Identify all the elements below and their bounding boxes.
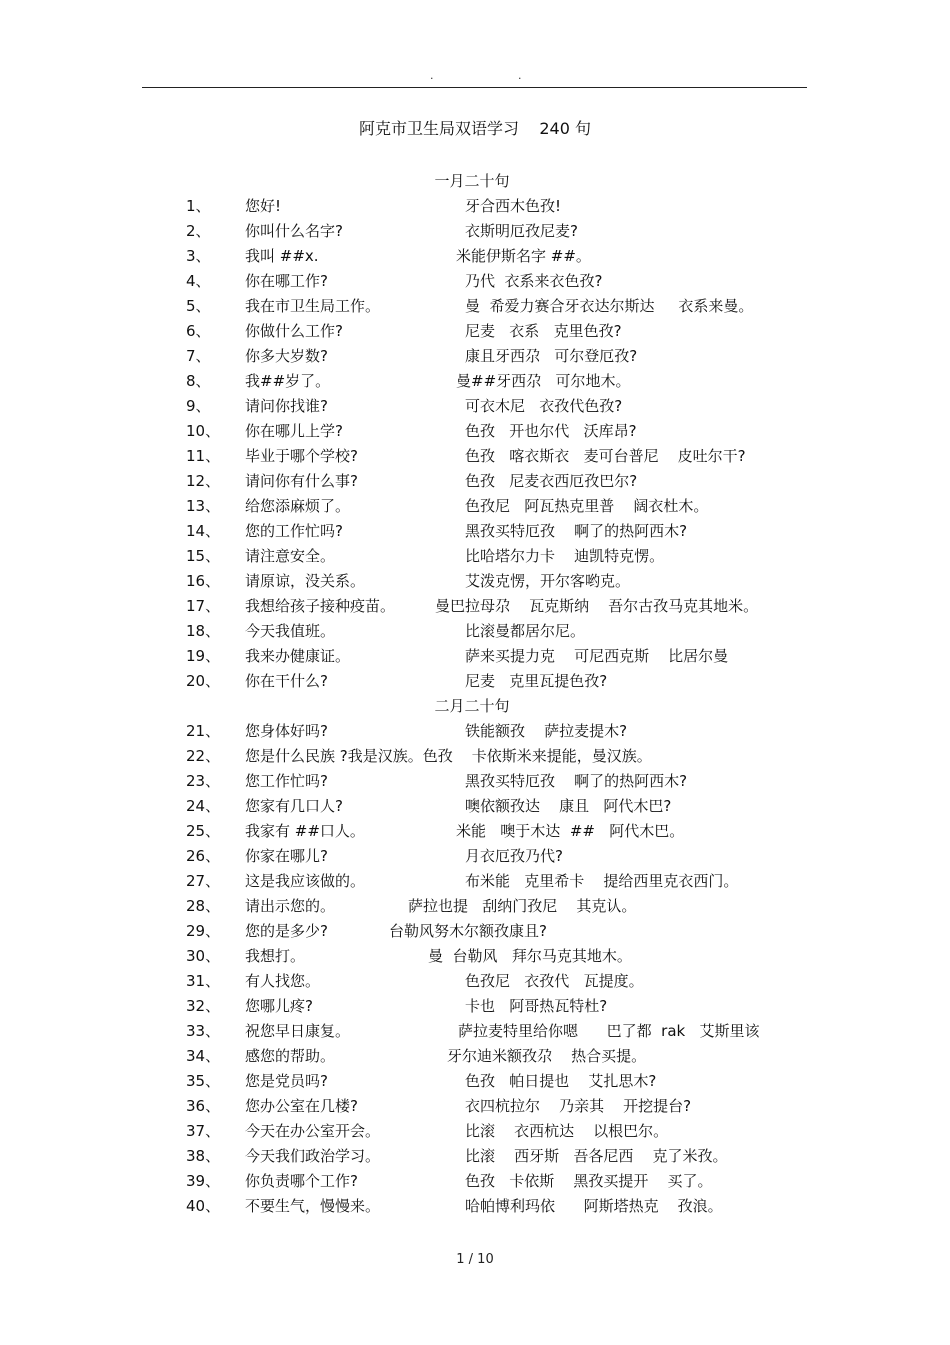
- sentence-chinese: 今天在办公室开会。: [245, 1122, 381, 1140]
- sentence-row: [0, 995, 950, 1020]
- sentence-row: [0, 920, 950, 945]
- sentence-number: 33、: [186, 1022, 221, 1040]
- sentence-row: [0, 1020, 950, 1045]
- sentence-chinese: 毕业于哪个学校?: [245, 447, 358, 465]
- sentence-transliteration: 萨来买提力克 可尼西克斯 比居尔曼: [465, 647, 729, 665]
- sentence-chinese: 您办公室在几楼?: [245, 1097, 358, 1115]
- sentence-row: [0, 470, 950, 495]
- section-title: 二月二十句: [434, 697, 510, 715]
- sentence-number: 22、: [186, 747, 221, 765]
- sentence-number: 36、: [186, 1097, 221, 1115]
- sentence-row: [0, 795, 950, 820]
- sentence-row: [0, 895, 950, 920]
- sentence-transliteration: 铁能额孜 萨拉麦提木?: [465, 722, 628, 740]
- sentence-chinese: 我来办健康证。: [245, 647, 351, 665]
- sentence-row: [0, 270, 950, 295]
- sentence-number: 14、: [186, 522, 221, 540]
- sentence-number: 18、: [186, 622, 221, 640]
- sentence-number: 27、: [186, 872, 221, 890]
- sentence-chinese: 你在哪儿上学?: [245, 422, 343, 440]
- sentence-chinese: 您家有几口人?: [245, 797, 343, 815]
- sentence-chinese: 您是党员吗?: [245, 1072, 328, 1090]
- section-title: 一月二十句: [434, 172, 510, 190]
- sentence-number: 30、: [186, 947, 221, 965]
- sentence-chinese: 请注意安全。: [245, 547, 336, 565]
- header-mark-right: .: [518, 69, 522, 82]
- sentence-row: [0, 745, 950, 770]
- sentence-row: [0, 220, 950, 245]
- sentence-row: [0, 520, 950, 545]
- sentence-chinese: 我叫 ##x.: [245, 247, 319, 265]
- sentence-transliteration: 卡也 阿哥热瓦特杜?: [465, 997, 608, 1015]
- sentence-transliteration: 艾泼克愣，开尔客哟克。: [465, 572, 631, 590]
- sentence-number: 12、: [186, 472, 221, 490]
- sentence-transliteration: 萨拉麦特里给你嗯 巴了都 rak 艾斯里该: [458, 1022, 760, 1040]
- sentence-number: 9、: [186, 397, 211, 415]
- sentence-transliteration: 色孜 卡依斯 黑孜买提开 买了。: [465, 1172, 713, 1190]
- sentence-transliteration: 色孜 开也尔代 沃库昂?: [465, 422, 637, 440]
- page-number: 1 / 10: [456, 1252, 494, 1267]
- sentence-chinese: 请问你找谁?: [245, 397, 328, 415]
- sentence-transliteration: 衣四杭拉尔 乃亲其 开挖提台?: [465, 1097, 692, 1115]
- sentence-number: 7、: [186, 347, 211, 365]
- sentence-number: 34、: [186, 1047, 221, 1065]
- sentence-transliteration: 尼麦 克里瓦提色孜?: [465, 672, 608, 690]
- sentence-row: [0, 195, 950, 220]
- sentence-transliteration: 月衣厄孜乃代?: [465, 847, 563, 865]
- sentence-transliteration: 色孜 帕日提也 艾扎思木?: [465, 1072, 657, 1090]
- document-title: 阿克市卫生局双语学习 240 句: [359, 119, 591, 138]
- sentence-number: 31、: [186, 972, 221, 990]
- sentence-row: [0, 245, 950, 270]
- sentence-row: [0, 620, 950, 645]
- sentence-number: 23、: [186, 772, 221, 790]
- sentence-chinese: 你在干什么?: [245, 672, 328, 690]
- sentence-row: [0, 1170, 950, 1195]
- sentence-transliteration: 曼 台勒风 拜尔马克其地木。: [428, 947, 632, 965]
- sentence-chinese: 您工作忙吗?: [245, 772, 328, 790]
- sentence-chinese: 请原谅，没关系。: [245, 572, 366, 590]
- sentence-row: [0, 395, 950, 420]
- sentence-chinese: 这是我应该做的。: [245, 872, 366, 890]
- sentence-row: [0, 1070, 950, 1095]
- sentence-chinese: 你在哪工作?: [245, 272, 328, 290]
- sentence-number: 16、: [186, 572, 221, 590]
- sentence-transliteration: 色孜尼 阿瓦热克里普 阔衣杜木。: [465, 497, 709, 515]
- sentence-transliteration: 比哈塔尔力卡 迪凯特克愣。: [465, 547, 665, 565]
- sentence-transliteration: 萨拉也提 刮纳门孜尼 其克认。: [408, 897, 637, 915]
- sentence-transliteration: 牙合西木色孜!: [465, 197, 562, 215]
- sentence-row: [0, 1195, 950, 1220]
- sentence-chinese: 您身体好吗?: [245, 722, 328, 740]
- sentence-transliteration: 哈帕博利玛依 阿斯塔热克 孜浪。: [465, 1197, 723, 1215]
- sentence-number: 28、: [186, 897, 221, 915]
- sentence-transliteration: 比滚 衣西杭达 以根巴尔。: [465, 1122, 669, 1140]
- sentence-transliteration: 米能伊斯名字 ##。: [456, 247, 591, 265]
- sentence-transliteration: 米能 噢于木达 ## 阿代木巴。: [456, 822, 685, 840]
- sentence-row: [0, 295, 950, 320]
- sentence-number: 19、: [186, 647, 221, 665]
- sentence-number: 21、: [186, 722, 221, 740]
- sentence-chinese: 我家有 ##口人。: [245, 822, 365, 840]
- sentence-number: 40、: [186, 1197, 221, 1215]
- sentence-number: 3、: [186, 247, 211, 265]
- sentence-row: [0, 420, 950, 445]
- sentence-transliteration: 尼麦 衣系 克里色孜?: [465, 322, 622, 340]
- sentence-number: 2、: [186, 222, 211, 240]
- sentence-number: 35、: [186, 1072, 221, 1090]
- sentence-chinese: 我想打。: [245, 947, 306, 965]
- sentence-row: [0, 645, 950, 670]
- sentence-chinese: 您是什么民族 ?我是汉族。色孜 卡依斯米来提能，曼汉族。: [245, 747, 652, 765]
- sentence-chinese: 请问你有什么事?: [245, 472, 358, 490]
- sentence-number: 32、: [186, 997, 221, 1015]
- sentence-transliteration: 牙尔迪米额孜尕 热合买提。: [447, 1047, 647, 1065]
- sentence-transliteration: 曼巴拉母尕 瓦克斯纳 吾尔古孜马克其地米。: [435, 597, 759, 615]
- sentence-row: [0, 670, 950, 695]
- sentence-transliteration: 衣斯明厄孜尼麦?: [465, 222, 578, 240]
- sentence-number: 1、: [186, 197, 211, 215]
- sentence-transliteration: 可衣木尼 衣孜代色孜?: [465, 397, 623, 415]
- sentence-row: [0, 1120, 950, 1145]
- sentence-row: [0, 545, 950, 570]
- sentence-number: 13、: [186, 497, 221, 515]
- sentence-transliteration: 乃代 衣系来衣色孜?: [465, 272, 603, 290]
- sentence-transliteration: 色孜 喀衣斯衣 麦可台普尼 皮吐尔干?: [465, 447, 746, 465]
- sentence-row: [0, 595, 950, 620]
- sentence-number: 20、: [186, 672, 221, 690]
- sentence-chinese: 您好!: [245, 197, 282, 215]
- sentence-chinese: 今天我们政治学习。: [245, 1147, 381, 1165]
- sentence-number: 39、: [186, 1172, 221, 1190]
- header-rule: [142, 87, 807, 88]
- sentence-number: 25、: [186, 822, 221, 840]
- sentence-transliteration: 黑孜买特厄孜 啊了的热阿西木?: [465, 772, 688, 790]
- sentence-chinese: 我想给孩子接种疫苗。: [245, 597, 396, 615]
- sentence-transliteration: 曼##牙西尕 可尔地木。: [456, 372, 631, 390]
- sentence-number: 38、: [186, 1147, 221, 1165]
- sentence-transliteration: 色孜尼 衣孜代 瓦提度。: [465, 972, 644, 990]
- sentence-transliteration: 曼 希爱力赛合牙衣达尔斯达 衣系来曼。: [465, 297, 754, 315]
- sentence-row: [0, 320, 950, 345]
- sentence-number: 15、: [186, 547, 221, 565]
- sentence-row: [0, 720, 950, 745]
- sentence-chinese: 祝您早日康复。: [245, 1022, 351, 1040]
- sentence-transliteration: 黑孜买特厄孜 啊了的热阿西木?: [465, 522, 688, 540]
- sentence-chinese: 我在市卫生局工作。: [245, 297, 381, 315]
- sentence-number: 24、: [186, 797, 221, 815]
- sentence-row: [0, 970, 950, 995]
- sentence-number: 6、: [186, 322, 211, 340]
- sentence-row: [0, 570, 950, 595]
- sentence-chinese: 今天我值班。: [245, 622, 336, 640]
- sentence-transliteration: 比滚 西牙斯 吾各尼西 克了米孜。: [465, 1147, 728, 1165]
- sentence-number: 10、: [186, 422, 221, 440]
- sentence-transliteration: 康且牙西尕 可尔登厄孜?: [465, 347, 638, 365]
- sentence-row: [0, 870, 950, 895]
- sentence-chinese: 请出示您的。: [245, 897, 336, 915]
- sentence-transliteration: 比滚曼都居尔尼。: [465, 622, 586, 640]
- sentence-row: [0, 495, 950, 520]
- sentence-number: 11、: [186, 447, 221, 465]
- sentence-chinese: 你负责哪个工作?: [245, 1172, 358, 1190]
- sentence-row: [0, 845, 950, 870]
- sentence-number: 26、: [186, 847, 221, 865]
- sentence-row: [0, 1045, 950, 1070]
- sentence-chinese: 您的工作忙吗?: [245, 522, 343, 540]
- sentence-chinese: 你多大岁数?: [245, 347, 328, 365]
- sentence-row: [0, 1145, 950, 1170]
- sentence-row: [0, 370, 950, 395]
- sentence-number: 4、: [186, 272, 211, 290]
- sentence-chinese: 你叫什么名字?: [245, 222, 343, 240]
- sentence-number: 37、: [186, 1122, 221, 1140]
- header-mark-left: .: [430, 69, 434, 82]
- sentence-transliteration: 布米能 克里希卡 提给西里克衣西门。: [465, 872, 739, 890]
- sentence-number: 17、: [186, 597, 221, 615]
- sentence-chinese: 感您的帮助。: [245, 1047, 336, 1065]
- sentence-chinese: 你家在哪儿?: [245, 847, 328, 865]
- sentence-row: [0, 445, 950, 470]
- sentence-transliteration: 色孜 尼麦衣西厄孜巴尔?: [465, 472, 638, 490]
- sentence-chinese: 有人找您。: [245, 972, 321, 990]
- sentence-row: [0, 820, 950, 845]
- sentence-row: [0, 1095, 950, 1120]
- sentence-chinese: 不要生气，慢慢来。: [245, 1197, 381, 1215]
- sentence-chinese: 我##岁了。: [245, 372, 331, 390]
- sentence-number: 29、: [186, 922, 221, 940]
- sentence-row: [0, 945, 950, 970]
- sentence-transliteration: 台勒风努木尔额孜康且?: [389, 922, 547, 940]
- sentence-chinese: 你做什么工作?: [245, 322, 343, 340]
- sentence-chinese: 给您添麻烦了。: [245, 497, 351, 515]
- sentence-number: 8、: [186, 372, 211, 390]
- sentence-chinese: 您哪儿疼?: [245, 997, 313, 1015]
- sentence-row: [0, 345, 950, 370]
- sentence-number: 5、: [186, 297, 211, 315]
- sentence-chinese: 您的是多少?: [245, 922, 328, 940]
- sentence-row: [0, 770, 950, 795]
- sentence-transliteration: 噢依额孜达 康且 阿代木巴?: [465, 797, 672, 815]
